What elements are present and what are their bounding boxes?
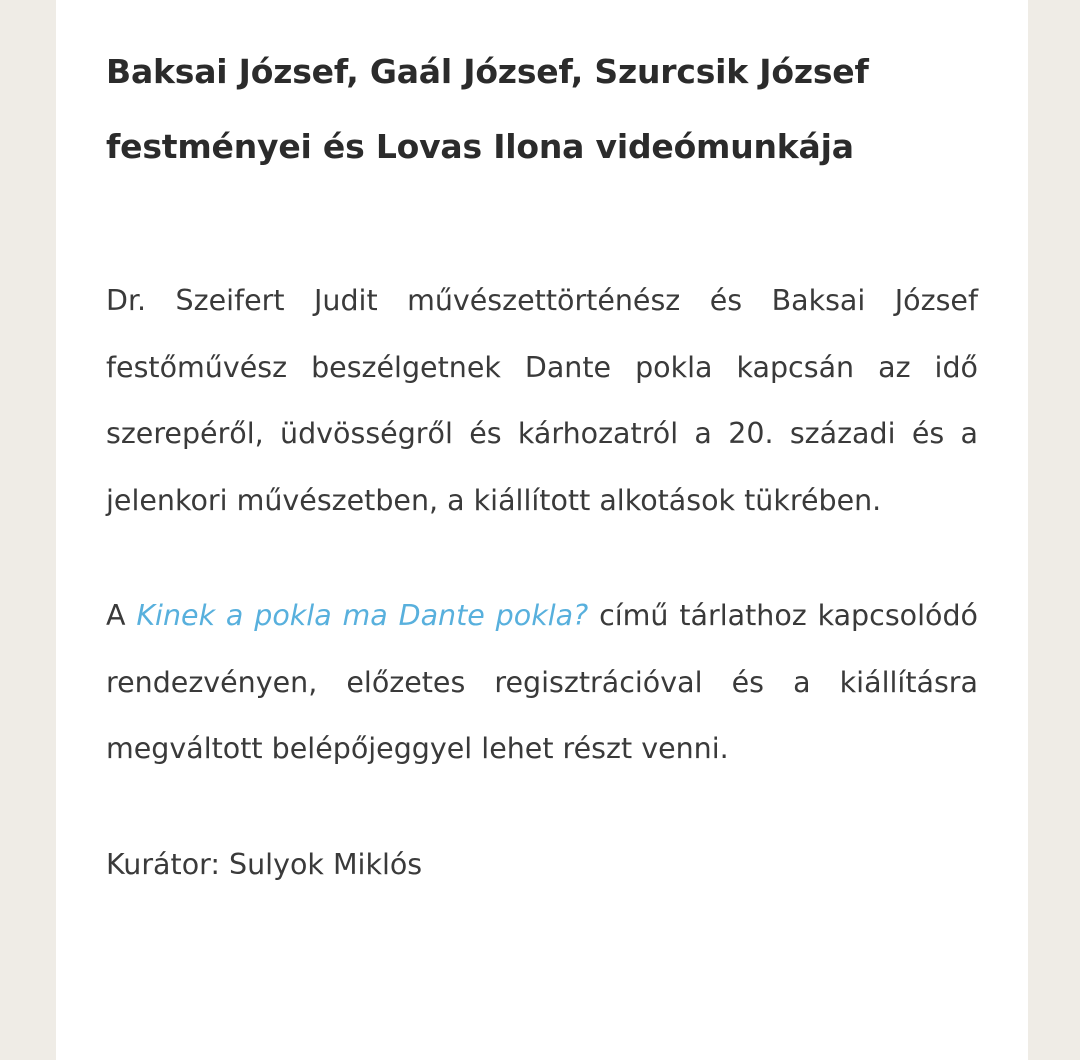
article-sheet [56, 0, 1028, 1060]
article-paragraph-2 [106, 583, 978, 783]
page-title: Baksai József, Gaál József, Szurcsik József festményei és Lovas Ilona videómunkája [106, 52, 869, 166]
curator-line: Kurátor: Sulyok Miklós [106, 847, 423, 881]
paragraph-2-text-after-link: című tárlathoz kapcsolódó rendezvényen, előzetes regisztrációval és a kiállításra megváltott belépőjeggyel lehet részt venni. [106, 599, 978, 765]
article-paragraph-1: Dr. Szeifert Judit művészettörténész és Baksai József festőművész beszélgetnek Dante pokla kapcsán az idő szerepéről, üdvösségről és kárhozatról a 20. századi és a jelenkori művészetben, a kiállított alkotások tükrében. [106, 284, 978, 517]
exhibition-title-link[interactable]: Kinek a pokla ma Dante pokla? [136, 599, 589, 632]
paragraph-2-text-before-link: A [106, 599, 137, 632]
